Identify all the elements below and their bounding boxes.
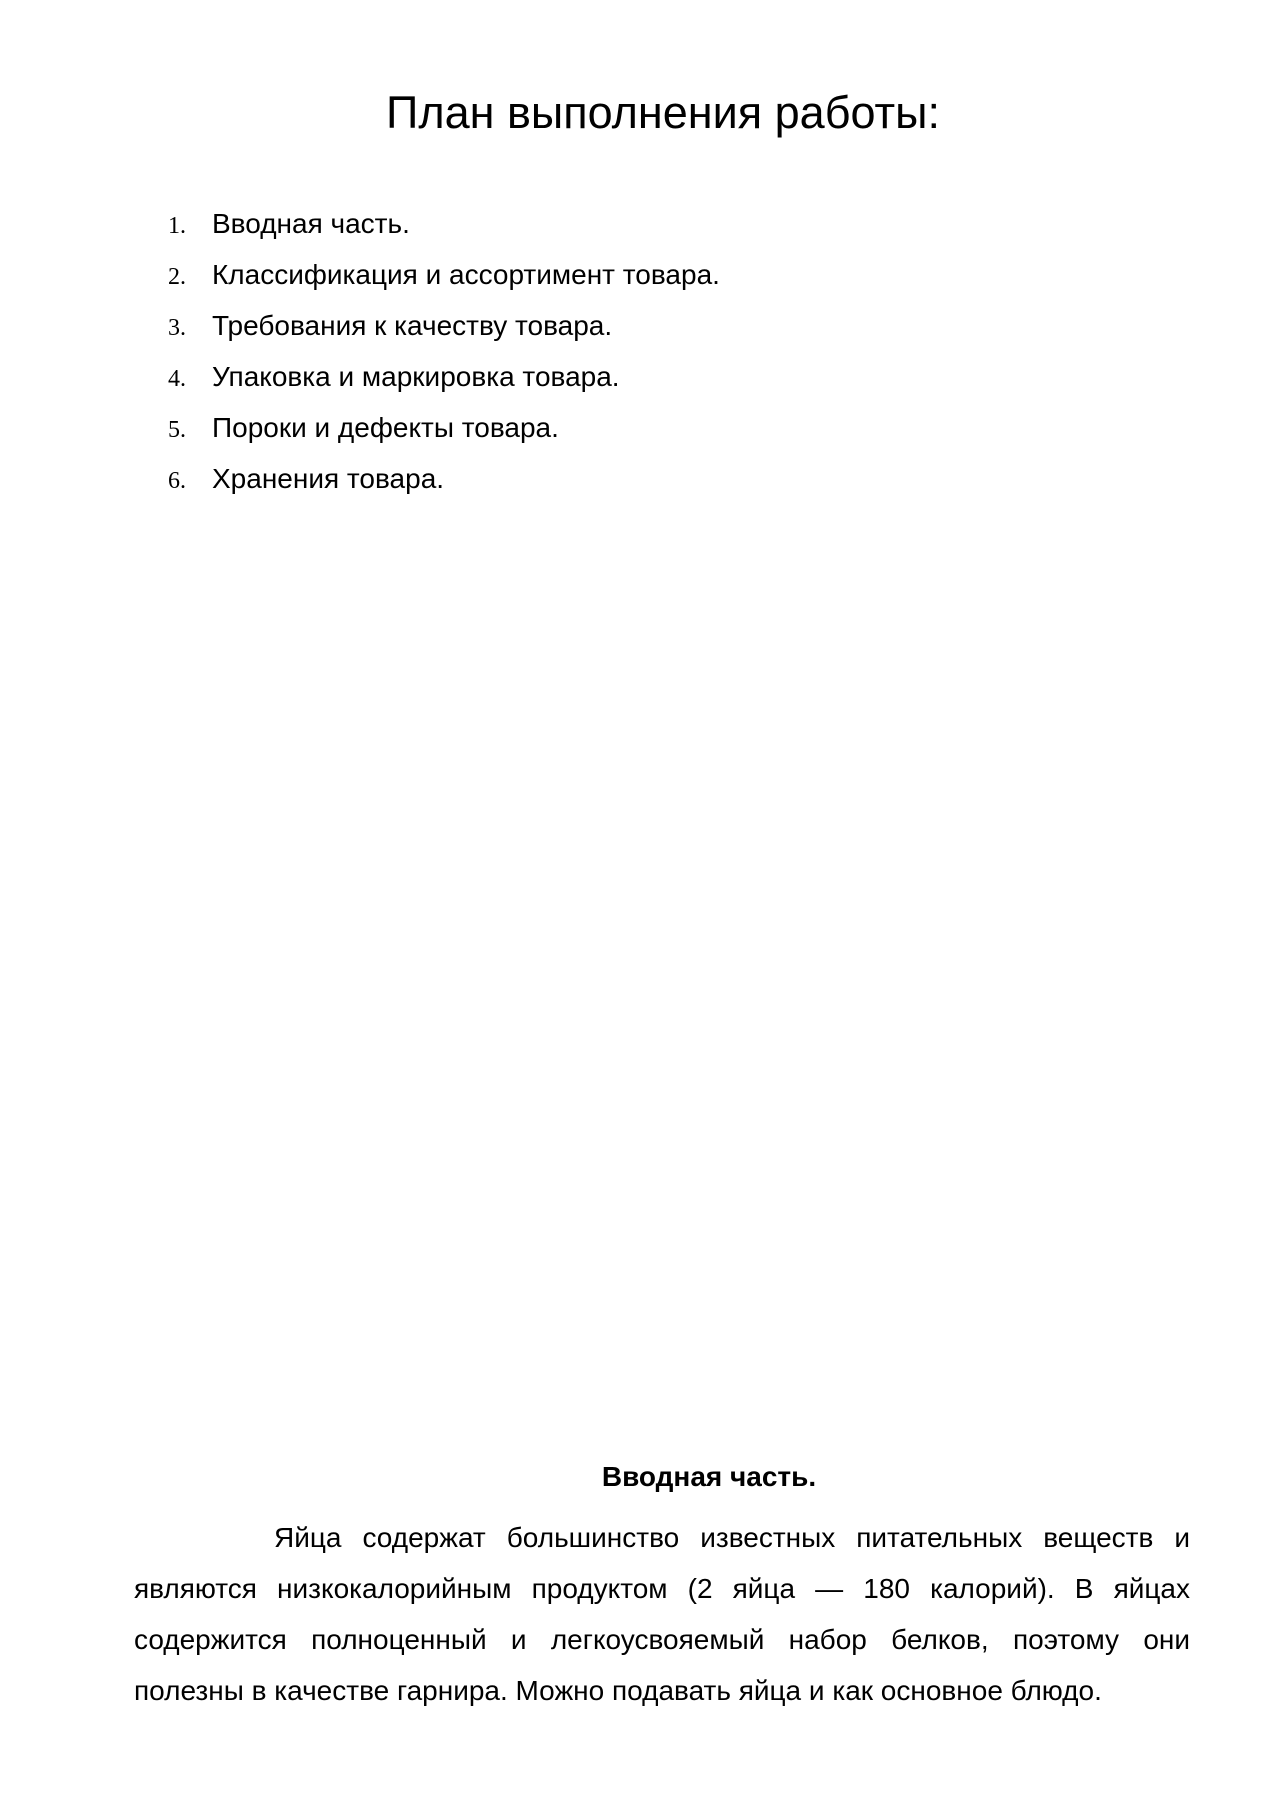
plan-list-item (168, 402, 720, 453)
plan-item-number: 2. (168, 264, 186, 290)
plan-item-text: Требования к качеству товара. (212, 310, 613, 341)
plan-item-text: Хранения товара. (212, 463, 445, 494)
plan-item-text: Классификация и ассортимент товара. (212, 259, 720, 290)
plan-title: План выполнения работы: (386, 87, 940, 138)
plan-list-item (168, 300, 720, 351)
plan-list-item (168, 351, 720, 402)
plan-item-text: Вводная часть. (212, 208, 410, 239)
intro-heading: Вводная часть. (601, 1461, 817, 1492)
plan-list-item (168, 453, 720, 504)
plan-item-text: Пороки и дефекты товара. (212, 412, 559, 443)
plan-list (168, 198, 720, 504)
plan-item-number: 1. (168, 213, 186, 239)
plan-item-number: 3. (168, 315, 186, 341)
intro-paragraph: Яйца содержат большинство известных питательных веществ и являются низкокалорийным продуктом (2 яйца — 180 калорий). В яйцах содержится полноценный и легкоусвояемый набор белков, поэтому они полезны в качестве гарнира. Можно подавать яйца и как основное блюдо. (134, 1522, 1190, 1706)
plan-item-number: 4. (168, 366, 186, 392)
plan-item-number: 6. (168, 468, 186, 494)
plan-list-item (168, 249, 720, 300)
plan-list-item (168, 198, 720, 249)
plan-item-text: Упаковка и маркировка товара. (212, 361, 620, 392)
plan-item-number: 5. (168, 417, 186, 443)
